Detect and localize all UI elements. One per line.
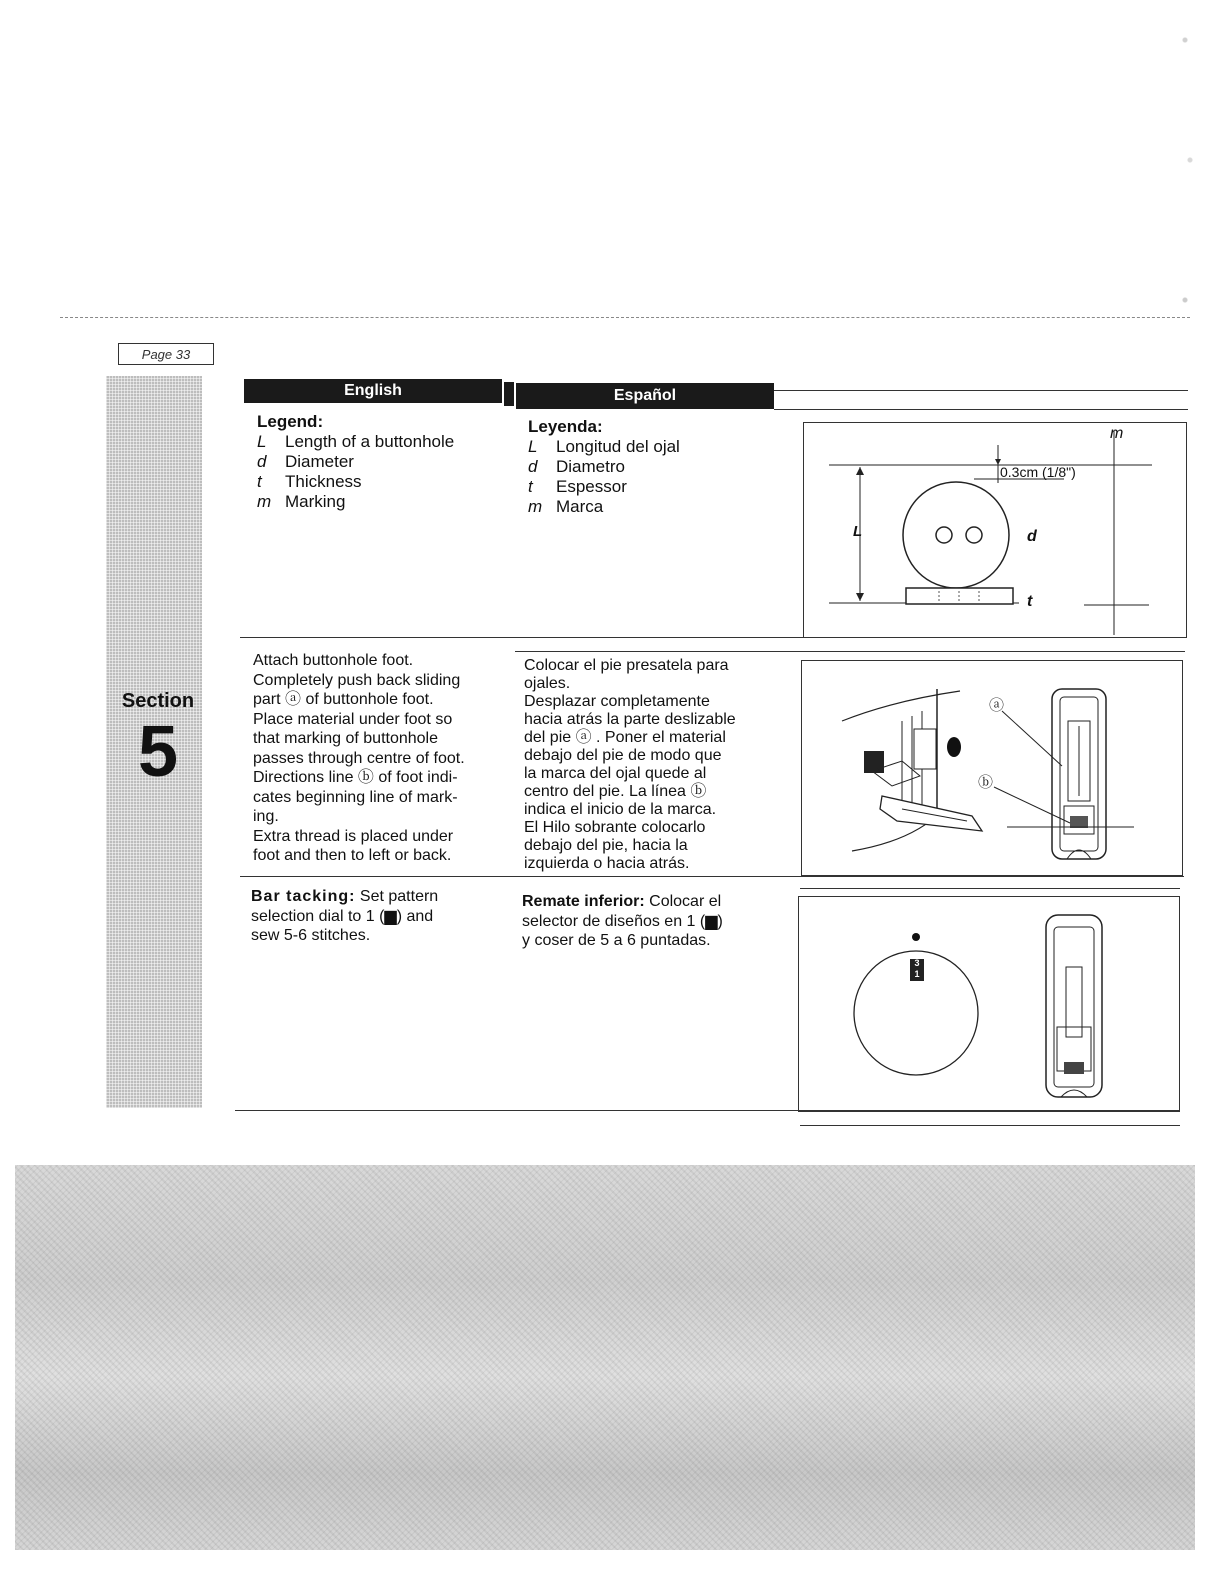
step1-spanish-text: Colocar el pie presatela para ojales. Desplazar completamente hacia atrás la parte deslizable del pie ⓐ . Poner el material debajo del pie de modo que la marca del ojal quede al centro del pie. La línea ⓑ indica el inicio de la marca. El Hilo sobrante colocarlo debajo del pie, hacia la izquierda o hacia atrás. (524, 657, 736, 872)
legend-title: Leyenda: (528, 417, 603, 436)
legend-english (257, 412, 497, 512)
section-rule (800, 1125, 1180, 1126)
diagram-label-b: ⓑ (978, 774, 994, 791)
buttonhole-foot-diagram (801, 660, 1183, 876)
dial-mark-3: 3 (914, 958, 920, 968)
diagram-label-m: m (1110, 425, 1124, 442)
tab-divider (504, 382, 514, 406)
section-rule (235, 1110, 1179, 1111)
section-label: Section (121, 690, 195, 712)
diagram-label-gap: 0.3cm (1/8") (1000, 464, 1076, 480)
diagram-label-a: ⓐ (989, 697, 1005, 714)
step2-spanish-text: Remate inferior: Colocar el selector de diseños en 1 (▆) y coser de 5 a 6 puntadas. (522, 893, 723, 949)
tab-rule-top (774, 390, 1188, 391)
step1-english-text: Attach buttonhole foot. Completely push back sliding part ⓐ of buttonhole foot. Place material under foot so that marking of buttonhole passes through centre of foot. Directions line ⓑ of foot indi- cates beginning line of mark- ing. Extra thread is placed under foot and then to left or back. (253, 652, 465, 864)
legend-item: t Thickness (257, 472, 362, 491)
legend-item: L Length of a buttonhole (257, 432, 455, 451)
legend-item: L Longitud del ojal (528, 437, 680, 456)
tab-rule-bottom (774, 409, 1188, 410)
section-rule (240, 637, 1184, 638)
bar-tacking-title: Bar tacking: (251, 888, 356, 905)
tab-spanish: Español (516, 383, 774, 409)
legend-item: d Diametro (528, 457, 625, 476)
scan-noise-bottom (15, 1165, 1195, 1550)
scan-top-rule (60, 317, 1190, 318)
pattern-dial-svg (799, 897, 1179, 1111)
legend-item: t Espessor (528, 477, 627, 496)
page-number-badge: Page 33 (118, 343, 214, 365)
diagram-label-t: t (1027, 593, 1033, 610)
legend-item: m Marking (257, 492, 346, 511)
button-measurement-diagram (803, 422, 1187, 638)
section-rule (515, 651, 1185, 652)
legend-item: m Marca (528, 497, 604, 516)
pattern-dial-diagram (798, 896, 1180, 1112)
section-rule (240, 876, 1184, 877)
step2-english-text: Bar tacking: Set pattern selection dial to 1 (▆) and sew 5-6 stitches. (251, 888, 439, 944)
remate-inferior-title: Remate inferior: (522, 893, 645, 910)
legend-item: d Diameter (257, 452, 354, 471)
section-rule (800, 888, 1180, 889)
diagram-label-d: d (1027, 528, 1037, 545)
legend-title: Legend: (257, 412, 324, 431)
dial-mark-1: 1 (914, 969, 920, 979)
scan-noise-top (0, 0, 1224, 340)
section-number: 5 (137, 712, 179, 792)
diagram-label-L: L (853, 523, 863, 540)
legend-spanish (528, 417, 778, 517)
tab-english: English (244, 379, 502, 403)
